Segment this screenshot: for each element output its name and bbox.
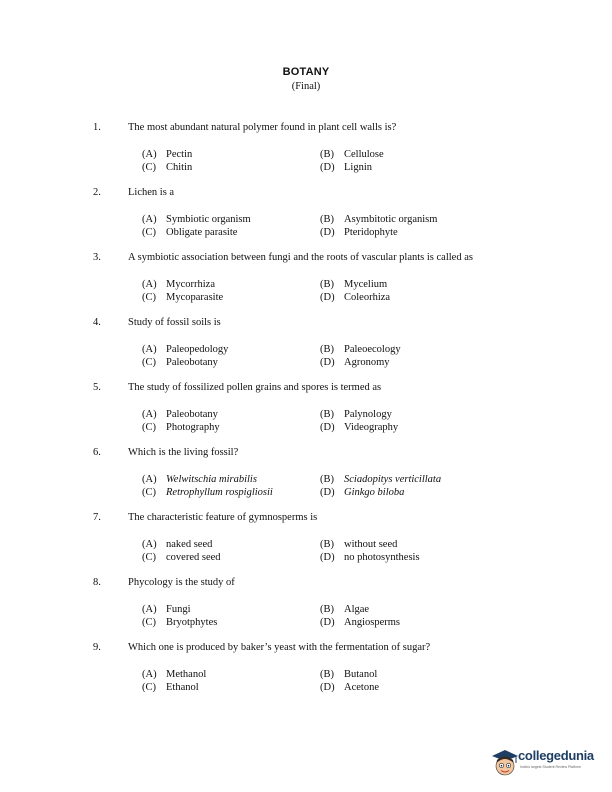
option-label: (C) — [142, 292, 156, 303]
option-d — [320, 356, 390, 369]
option-d — [320, 486, 404, 499]
option-text: Lignin — [344, 162, 372, 173]
option-text: Fungi — [166, 604, 191, 615]
option-a — [142, 148, 192, 161]
question-text: The characteristic feature of gymnosperms is — [128, 512, 318, 523]
option-a — [142, 213, 251, 226]
option-b — [320, 213, 437, 226]
page-title: BOTANY — [282, 66, 330, 78]
page-header — [0, 66, 612, 93]
option-text: Asymbitotic organism — [344, 214, 438, 225]
option-text: Paleoecology — [344, 344, 401, 355]
question-text: Study of fossil soils is — [128, 317, 221, 328]
option-b — [320, 538, 397, 551]
option-text: Retrophyllum rospigliosii — [166, 487, 273, 498]
option-text: Agronomy — [344, 357, 390, 368]
option-d — [320, 421, 398, 434]
question-number: 7. — [93, 512, 101, 523]
option-text: covered seed — [166, 552, 221, 563]
question-number: 2. — [93, 187, 101, 198]
option-label: (A) — [142, 409, 157, 420]
option-text: Coleorhiza — [344, 292, 391, 303]
option-b — [320, 668, 377, 681]
option-text: Ginkgo biloba — [344, 487, 405, 498]
option-a — [142, 343, 228, 356]
option-b — [320, 603, 369, 616]
question-text: Phycology is the study of — [128, 577, 235, 588]
option-label: (C) — [142, 227, 156, 238]
question-number: 6. — [93, 447, 101, 458]
option-label: (C) — [142, 617, 156, 628]
option-c — [142, 486, 273, 499]
option-text: Methanol — [166, 669, 207, 680]
option-label: (D) — [320, 487, 335, 498]
option-label: (C) — [142, 422, 156, 433]
option-label: (B) — [320, 149, 334, 160]
option-text: Palynology — [344, 409, 392, 420]
option-b — [320, 408, 392, 421]
option-label: (B) — [320, 214, 334, 225]
option-label: (C) — [142, 162, 156, 173]
mascot-icon — [488, 744, 522, 778]
question-text: The most abundant natural polymer found in plant cell walls is? — [128, 122, 397, 133]
option-text: Cellulose — [344, 149, 384, 160]
option-a — [142, 538, 212, 551]
option-label: (C) — [142, 552, 156, 563]
brand-name: collegedunia — [518, 748, 594, 763]
option-label: (D) — [320, 552, 335, 563]
question-number: 4. — [93, 317, 101, 328]
option-text: Pectin — [166, 149, 193, 160]
option-a — [142, 603, 191, 616]
option-label: (A) — [142, 604, 157, 615]
option-a — [142, 668, 206, 681]
option-d — [320, 616, 400, 629]
option-text: Mycorrhiza — [166, 279, 215, 290]
option-text: Mycelium — [344, 279, 388, 290]
option-text: Mycoparasite — [166, 292, 224, 303]
option-label: (D) — [320, 227, 335, 238]
option-label: (B) — [320, 604, 334, 615]
option-label: (D) — [320, 617, 335, 628]
option-label: (A) — [142, 539, 157, 550]
option-label: (D) — [320, 357, 335, 368]
option-label: (A) — [142, 474, 157, 485]
option-label: (C) — [142, 487, 156, 498]
option-text: Ethanol — [166, 682, 199, 693]
option-label: (D) — [320, 292, 335, 303]
question-number: 1. — [93, 122, 101, 133]
brand-tagline: India's largest Student Review Platform — [520, 765, 581, 769]
option-c — [142, 226, 237, 239]
option-text: Angiosperms — [344, 617, 400, 628]
option-text: Butanol — [344, 669, 378, 680]
option-text: Bryotphytes — [166, 617, 218, 628]
option-c — [142, 681, 199, 694]
option-text: Welwitschia mirabilis — [166, 474, 257, 485]
option-text: Paleobotany — [166, 357, 218, 368]
option-text: Sciadopitys verticillata — [344, 474, 442, 485]
option-text: Paleopedology — [166, 344, 229, 355]
question-text: Which one is produced by baker’s yeast with the fermentation of sugar? — [128, 642, 431, 653]
option-text: Acetone — [344, 682, 379, 693]
question-text: Lichen is a — [128, 187, 175, 198]
option-d — [320, 161, 372, 174]
option-text: Photography — [166, 422, 220, 433]
option-label: (D) — [320, 162, 335, 173]
option-c — [142, 551, 221, 564]
option-label: (A) — [142, 214, 157, 225]
option-label: (B) — [320, 669, 334, 680]
option-label: (B) — [320, 539, 334, 550]
question-number: 9. — [93, 642, 101, 653]
option-text: Chitin — [166, 162, 193, 173]
option-c — [142, 421, 220, 434]
option-label: (A) — [142, 669, 157, 680]
option-label: (A) — [142, 279, 157, 290]
option-label: (B) — [320, 409, 334, 420]
option-d — [320, 681, 379, 694]
question-text: A symbiotic association between fungi and the roots of vascular plants is called as — [128, 252, 473, 263]
option-text: Algae — [344, 604, 370, 615]
option-label: (B) — [320, 279, 334, 290]
option-label: (C) — [142, 682, 156, 693]
option-label: (B) — [320, 344, 334, 355]
option-c — [142, 291, 223, 304]
option-label: (B) — [320, 474, 334, 485]
option-c — [142, 161, 192, 174]
option-c — [142, 356, 218, 369]
option-text: naked seed — [166, 539, 213, 550]
option-b — [320, 343, 401, 356]
option-a — [142, 473, 257, 486]
option-b — [320, 278, 387, 291]
option-label: (D) — [320, 682, 335, 693]
option-b — [320, 473, 441, 486]
option-text: Videography — [344, 422, 399, 433]
option-text: without seed — [344, 539, 398, 550]
option-label: (D) — [320, 422, 335, 433]
question-number: 8. — [93, 577, 101, 588]
option-text: Obligate parasite — [166, 227, 238, 238]
option-d — [320, 551, 420, 564]
question-number: 3. — [93, 252, 101, 263]
option-text: Pteridophyte — [344, 227, 398, 238]
option-label: (C) — [142, 357, 156, 368]
option-text: Symbiotic organism — [166, 214, 251, 225]
option-a — [142, 408, 218, 421]
question-text: Which is the living fossil? — [128, 447, 239, 458]
question-text: The study of fossilized pollen grains and spores is termed as — [128, 382, 382, 393]
option-d — [320, 291, 390, 304]
option-c — [142, 616, 217, 629]
option-a — [142, 278, 215, 291]
question-number: 5. — [93, 382, 101, 393]
collegedunia-logo — [488, 744, 606, 778]
option-b — [320, 148, 384, 161]
option-text: Paleobotany — [166, 409, 218, 420]
option-d — [320, 226, 398, 239]
option-text: no photosynthesis — [344, 552, 420, 563]
page-subtitle: (Final) — [291, 81, 321, 92]
option-label: (A) — [142, 344, 157, 355]
option-label: (A) — [142, 149, 157, 160]
